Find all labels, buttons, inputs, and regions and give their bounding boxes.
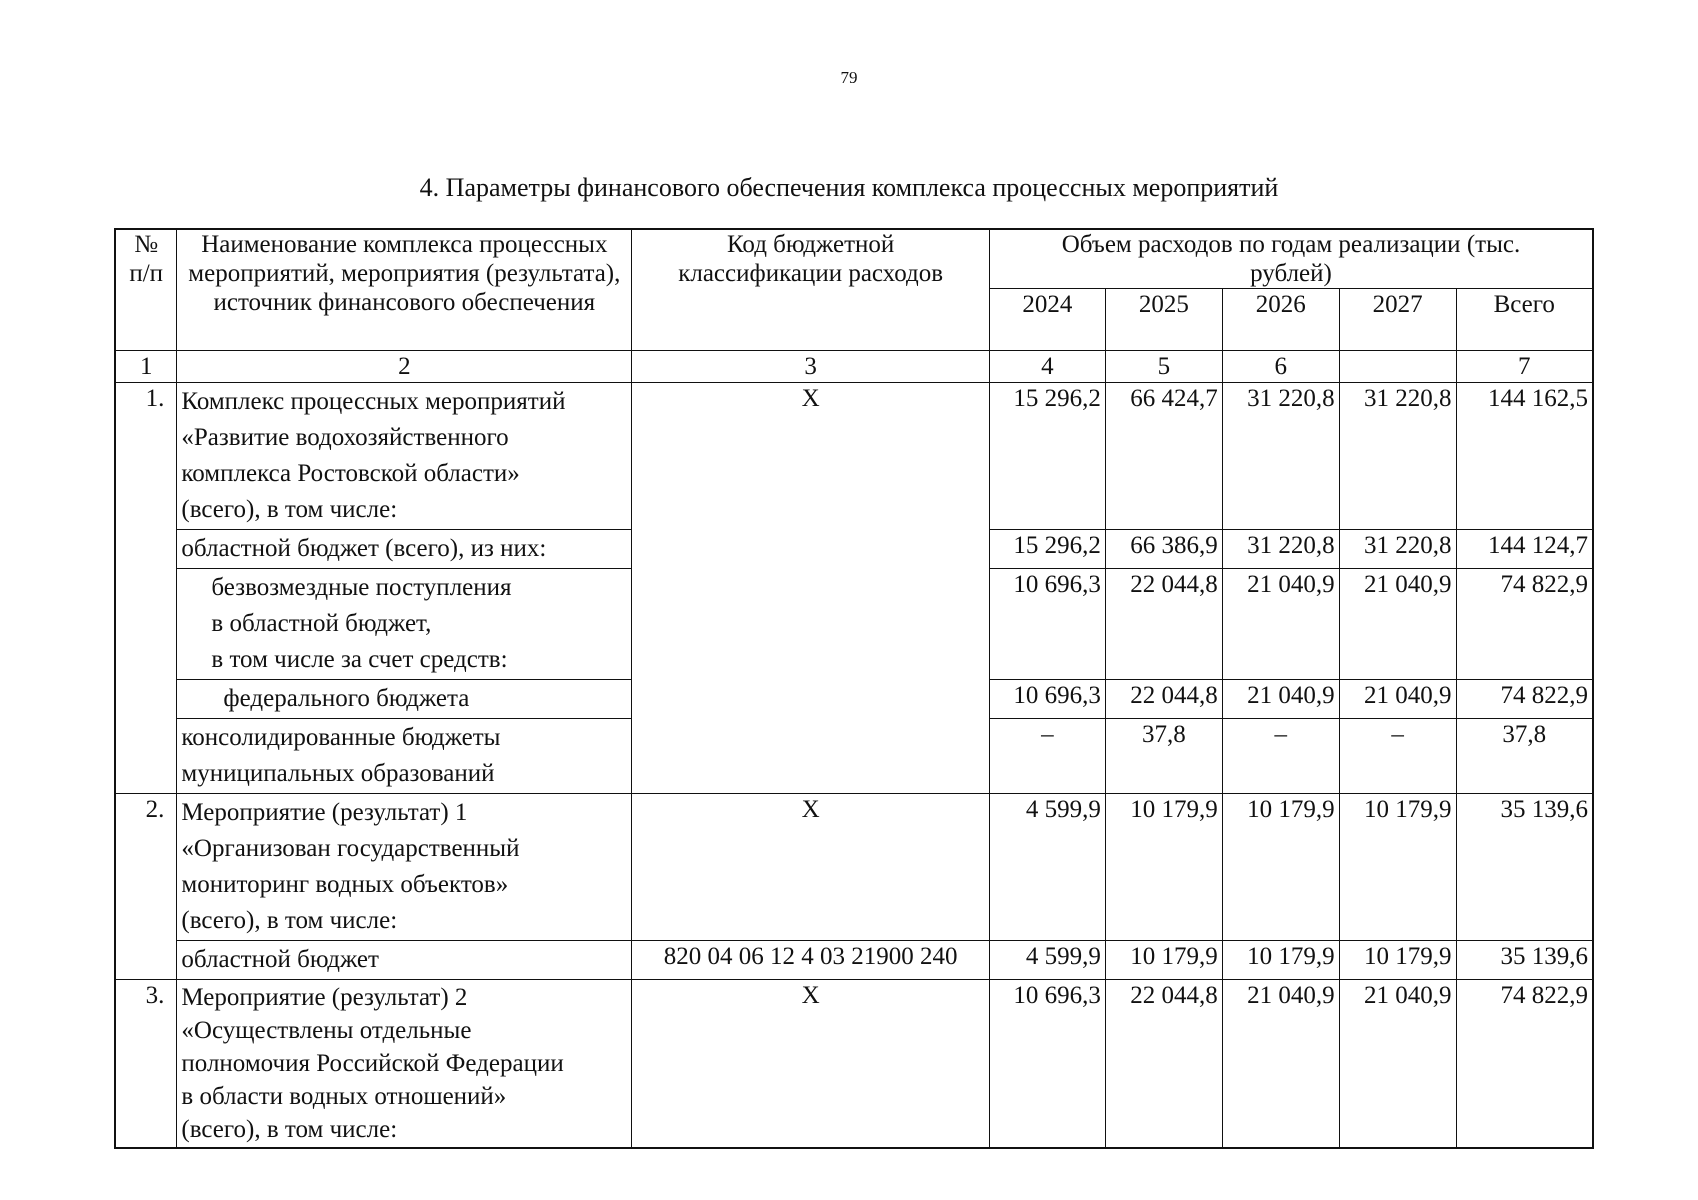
row-code: Х (632, 383, 990, 794)
value-total: 35 139,6 (1456, 794, 1593, 941)
column-number (1339, 351, 1456, 383)
value-total: 74 822,9 (1456, 569, 1593, 680)
header-col-number: № п/п (115, 229, 177, 351)
value-2026: 21 040,9 (1222, 980, 1339, 1149)
value-2025: 66 386,9 (1105, 530, 1222, 569)
value-2024: 10 696,3 (989, 569, 1105, 680)
column-number: 2 (177, 351, 632, 383)
row-code: 820 04 06 12 4 03 21900 240 (632, 941, 990, 980)
row-name: Мероприятие (результат) 2 «Осуществлены отдельные полномочия Российской Федерации в области водных отношений» (всего), в том числе: (177, 980, 632, 1149)
financing-table (114, 228, 1594, 1149)
row-number: 1. (115, 383, 177, 794)
value-2024: 4 599,9 (989, 941, 1105, 980)
document-title: 4. Параметры финансового обеспечения комплекса процессных мероприятий (419, 173, 1279, 202)
value-total: 35 139,6 (1456, 941, 1593, 980)
column-number: 4 (989, 351, 1105, 383)
value-2027: 21 040,9 (1339, 680, 1456, 719)
column-number: 5 (1105, 351, 1222, 383)
value-2027: 10 179,9 (1339, 941, 1456, 980)
value-2026: 21 040,9 (1222, 680, 1339, 719)
column-number: 6 (1222, 351, 1339, 383)
value-2024: 15 296,2 (989, 383, 1105, 530)
value-2025: 66 424,7 (1105, 383, 1222, 530)
table-row (115, 941, 1593, 980)
header-year-2025: 2025 (1105, 289, 1222, 351)
row-name: Комплекс процессных мероприятий «Развитие водохозяйственного комплекса Ростовской области» (всего), в том числе: (177, 383, 632, 530)
value-2027: 31 220,8 (1339, 530, 1456, 569)
column-number: 1 (115, 351, 177, 383)
column-number: 3 (632, 351, 990, 383)
value-2026: – (1222, 719, 1339, 794)
value-2024: 4 599,9 (989, 794, 1105, 941)
value-2025: 10 179,9 (1105, 941, 1222, 980)
header-year-2026: 2026 (1222, 289, 1339, 351)
value-2026: 10 179,9 (1222, 941, 1339, 980)
value-2025: 10 179,9 (1105, 794, 1222, 941)
row-code: Х (632, 980, 990, 1149)
table-row (115, 794, 1593, 941)
value-2026: 21 040,9 (1222, 569, 1339, 680)
header-row (115, 229, 1593, 289)
row-number: 3. (115, 980, 177, 1149)
value-2027: 10 179,9 (1339, 794, 1456, 941)
value-total: 144 124,7 (1456, 530, 1593, 569)
header-col-code: Код бюджетной классификации расходов (632, 229, 990, 351)
value-2026: 10 179,9 (1222, 794, 1339, 941)
header-total: Всего (1456, 289, 1593, 351)
value-2025: 22 044,8 (1105, 680, 1222, 719)
value-2026: 31 220,8 (1222, 530, 1339, 569)
row-name: безвозмездные поступления в областной бюджет, в том числе за счет средств: (177, 569, 632, 680)
header-year-2024: 2024 (989, 289, 1105, 351)
value-2027: 31 220,8 (1339, 383, 1456, 530)
row-name: областной бюджет (177, 941, 632, 980)
row-name: федерального бюджета (177, 680, 632, 719)
value-total: 74 822,9 (1456, 680, 1593, 719)
header-col-volume: Объем расходов по годам реализации (тыс. рублей) (989, 229, 1593, 289)
row-name: Мероприятие (результат) 1 «Организован государственный мониторинг водных объектов» (всего), в том числе: (177, 794, 632, 941)
value-2024: 15 296,2 (989, 530, 1105, 569)
value-2026: 31 220,8 (1222, 383, 1339, 530)
value-total: 144 162,5 (1456, 383, 1593, 530)
value-total: 74 822,9 (1456, 980, 1593, 1149)
header-col-name: Наименование комплекса процессных мероприятий, мероприятия (результата), источник финансового обеспечения (177, 229, 632, 351)
value-2024: 10 696,3 (989, 980, 1105, 1149)
column-number-row (115, 351, 1593, 383)
row-code: Х (632, 794, 990, 941)
header-year-2027: 2027 (1339, 289, 1456, 351)
value-2025: 22 044,8 (1105, 569, 1222, 680)
value-2027: 21 040,9 (1339, 569, 1456, 680)
value-2025: 37,8 (1105, 719, 1222, 794)
value-2025: 22 044,8 (1105, 980, 1222, 1149)
table-row (115, 383, 1593, 530)
table-row (115, 980, 1593, 1149)
value-2024: 10 696,3 (989, 680, 1105, 719)
value-2027: – (1339, 719, 1456, 794)
value-2027: 21 040,9 (1339, 980, 1456, 1149)
column-number: 7 (1456, 351, 1593, 383)
row-number: 2. (115, 794, 177, 980)
row-name: областной бюджет (всего), из них: (177, 530, 632, 569)
value-total: 37,8 (1456, 719, 1593, 794)
row-name: консолидированные бюджеты муниципальных образований (177, 719, 632, 794)
value-2024: – (989, 719, 1105, 794)
page-number: 79 (840, 68, 858, 87)
